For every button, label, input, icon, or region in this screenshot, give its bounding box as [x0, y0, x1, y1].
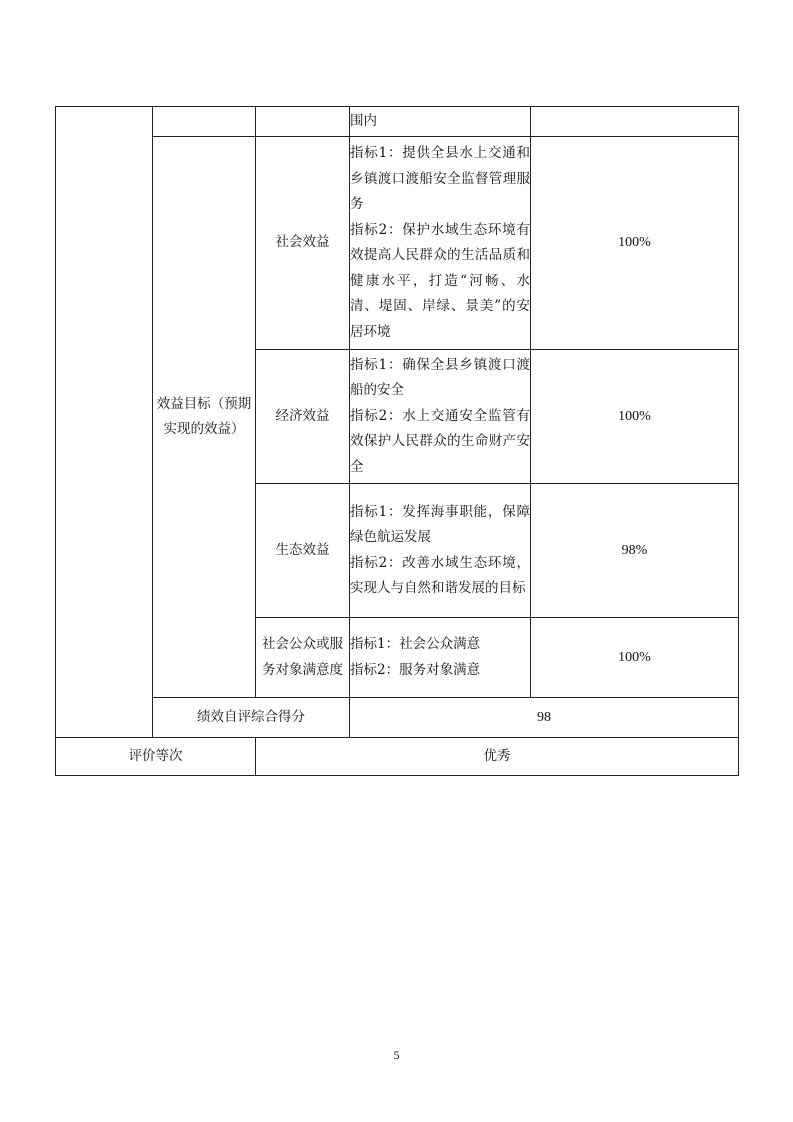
empty-cell	[153, 107, 256, 137]
benefit-goal-label: 效益目标（预期实现的效益）	[153, 137, 256, 698]
indicator-cell	[350, 137, 531, 350]
category-cell: 社会效益	[256, 137, 350, 350]
empty-left-cell	[56, 107, 153, 738]
value-cell: 100%	[531, 137, 739, 350]
table-row	[56, 137, 739, 350]
indicator-text: 指标2：改善水域生态环境，实现人与自然和谐发展的目标	[350, 554, 530, 596]
indicator-cell	[350, 484, 531, 618]
empty-cell	[256, 107, 350, 137]
table-row	[56, 698, 739, 738]
indicator-text: 指标1：确保全县乡镇渡口渡船的安全	[350, 356, 530, 399]
indicator-cell	[350, 618, 531, 698]
indicator-text: 指标1：发挥海事职能，保障绿色航运发展	[350, 503, 530, 545]
performance-evaluation-table	[55, 106, 739, 776]
indicator-cell	[350, 350, 531, 484]
empty-cell	[531, 107, 739, 137]
value-cell: 100%	[531, 618, 739, 698]
grade-value: 优秀	[256, 738, 739, 776]
category-cell: 社会公众或服务对象满意度	[256, 618, 350, 698]
score-value: 98	[350, 698, 739, 738]
page-number: 5	[393, 1048, 400, 1062]
indicator-cell	[350, 107, 531, 137]
category-cell: 生态效益	[256, 484, 350, 618]
table-row	[56, 738, 739, 776]
indicator-text: 指标2：水上交通安全监管有效保护人民群众的生命财产安全	[350, 407, 530, 475]
value-cell: 100%	[531, 350, 739, 484]
indicator-text: 指标1：社会公众满意	[350, 636, 481, 652]
indicator-text: 指标1：提供全县水上交通和乡镇渡口渡船安全监督管理服务	[350, 145, 530, 212]
value-cell: 98%	[531, 484, 739, 618]
indicator-text: 指标2：保护水域生态环境有效提高人民群众的生活品质和健康水平，打造“河畅、水清、堤固、岸绿、景美”的安居环境	[350, 221, 530, 340]
indicator-text: 围内	[350, 112, 377, 129]
table-row	[56, 107, 739, 137]
indicator-text: 指标2：服务对象满意	[350, 661, 481, 678]
grade-label: 评价等次	[56, 738, 256, 776]
score-label: 绩效自评综合得分	[153, 698, 350, 738]
category-cell: 经济效益	[256, 350, 350, 484]
